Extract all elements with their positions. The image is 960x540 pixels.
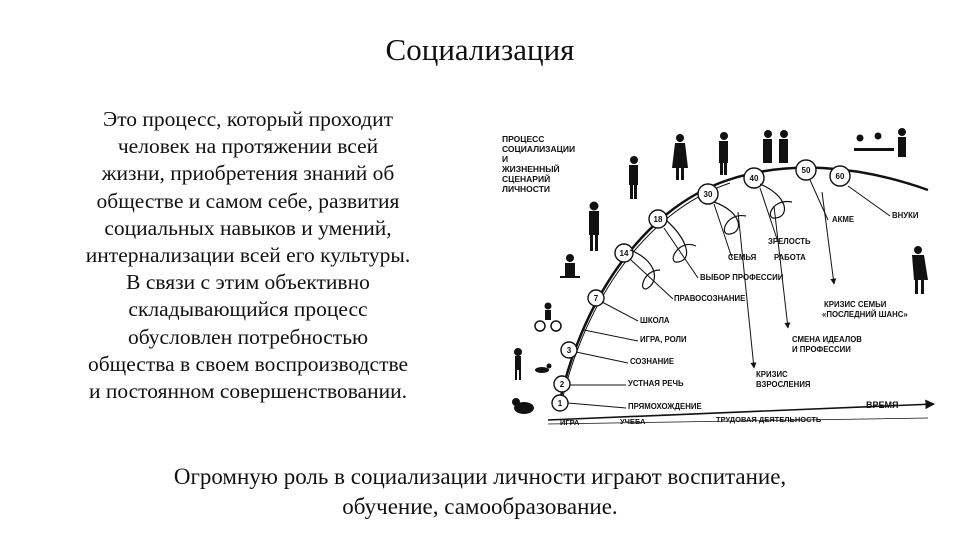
svg-text:14: 14 — [619, 249, 629, 258]
paragraph-line: социальных навыков и умений, — [104, 215, 392, 240]
stage-label: АКМЕ — [832, 215, 855, 224]
svg-text:2: 2 — [559, 380, 565, 389]
svg-text:1: 1 — [557, 399, 563, 408]
age-marker — [552, 395, 568, 411]
stage-label: СМЕНА ИДЕАЛОВ — [792, 335, 862, 344]
stage-label: ВЫБОР ПРОФЕССИИ — [700, 273, 784, 282]
stage-label: И ПРОФЕССИИ — [792, 345, 851, 354]
age-marker — [796, 160, 816, 180]
diagram-heading — [501, 134, 575, 194]
period-axis — [548, 415, 928, 427]
age-markers — [552, 160, 850, 411]
stage-label: КРИЗИС СЕМЬИ — [824, 300, 887, 309]
family-table-figure — [854, 128, 906, 157]
footer-line: Огромную роль в социализации личности играют воспитание, — [173, 464, 787, 489]
paragraph-line: Это процесс, который проходит — [103, 107, 393, 131]
paragraph-line: и постоянном совершенствовании. — [88, 379, 408, 404]
paragraph-line: складывающийся процесс — [128, 297, 368, 322]
svg-text:60: 60 — [835, 172, 845, 181]
svg-text:40: 40 — [749, 174, 759, 183]
stage-labels — [628, 211, 919, 411]
heading-line: СЦЕНАРИЙ — [502, 174, 551, 184]
paragraph-line: общества в своем воспроизводстве — [87, 351, 409, 376]
people-silhouettes — [512, 128, 928, 414]
cyclist-figure — [535, 303, 561, 332]
toddler-figure — [514, 348, 522, 380]
heading-line: ЛИЧНОСТИ — [502, 184, 551, 194]
stage-label: ШКОЛА — [640, 316, 670, 325]
time-label: ВРЕМЯ — [866, 400, 899, 410]
stage-label: ПРАВОСОЗНАНИЕ — [674, 294, 746, 303]
age-marker — [649, 210, 667, 228]
elder-figure — [912, 246, 928, 294]
age-marker — [830, 166, 850, 186]
stage-label: РАБОТА — [774, 253, 806, 262]
stage-label: КРИЗИС — [756, 370, 788, 379]
period-label: ИГРА — [560, 418, 580, 427]
paragraph-line: обществе и самом себе, развития — [96, 188, 400, 213]
svg-text:7: 7 — [593, 294, 599, 303]
footer-text — [0, 462, 960, 522]
period-label: ТРУДОВАЯ ДЕЯТЕЛЬНОСТЬ — [716, 415, 822, 424]
heading-line: ЖИЗНЕННЫЙ — [502, 164, 560, 174]
stage-label: «ПОСЛЕДНИЙ ШАНС» — [822, 310, 908, 319]
adult-figure — [629, 156, 638, 199]
footer-line: обучение, самообразование. — [342, 494, 618, 519]
definition-paragraph — [22, 106, 474, 405]
heading-line: И — [502, 154, 509, 164]
age-marker — [554, 376, 570, 392]
age-marker — [588, 290, 604, 306]
stage-label: ВНУКИ — [892, 211, 919, 220]
socialization-diagram — [488, 120, 940, 440]
paragraph-line: интернализации всей его культуры. — [85, 243, 411, 268]
stage-label: ВЗРОСЛЕНИЯ — [756, 380, 811, 389]
slide-title: Социализация — [385, 32, 575, 67]
svg-text:3: 3 — [566, 346, 572, 355]
couple-figure — [763, 130, 788, 163]
stage-label: СОЗНАНИЕ — [630, 357, 675, 366]
svg-text:18: 18 — [653, 215, 663, 224]
student-figure — [560, 254, 580, 278]
svg-text:50: 50 — [801, 166, 811, 175]
paragraph-line: обусловлен потребностью — [127, 324, 369, 349]
age-marker — [561, 342, 577, 358]
stage-label: СЕМЬЯ — [728, 253, 757, 262]
paragraph-line: жизни, приобретения знаний об — [101, 161, 395, 186]
dog-figure — [535, 364, 552, 374]
stage-label: ПРЯМОХОЖДЕНИЕ — [628, 402, 702, 411]
age-marker — [698, 184, 718, 204]
age-marker — [615, 244, 633, 262]
paragraph-line: В связи с этим объективно — [126, 270, 370, 295]
adult-figure — [719, 132, 728, 175]
infant-figure — [512, 398, 534, 414]
stage-label: ИГРА, РОЛИ — [640, 335, 687, 344]
svg-text:30: 30 — [703, 190, 713, 199]
period-label: УЧЕБА — [620, 417, 646, 426]
stage-label: ЗРЕЛОСТЬ — [768, 237, 811, 246]
adult-figure — [672, 134, 688, 180]
paragraph-line: человек на протяжении всей — [117, 134, 379, 159]
heading-line: СОЦИАЛИЗАЦИИ — [502, 144, 576, 154]
adult-figure — [589, 202, 599, 252]
stage-label: УСТНАЯ РЕЧЬ — [628, 379, 684, 388]
heading-line: ПРОЦЕСС — [502, 134, 545, 144]
